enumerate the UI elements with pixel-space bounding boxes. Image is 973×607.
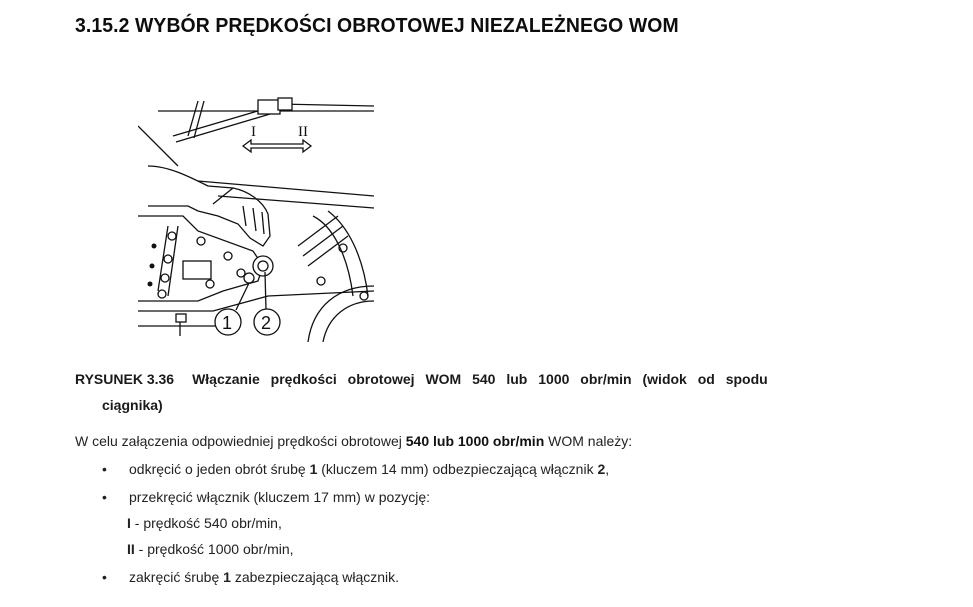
- step-3-text: zakręcić śrubę 1 zabezpieczającą włącznik.: [129, 569, 400, 585]
- step-2-text: przekręcić włącznik (kluczem 17 mm) w pozycję:: [129, 489, 431, 505]
- section-title: 3.15.2 WYBÓR PRĘDKOŚCI OBROTOWEJ NIEZALEŻNEGO WOM: [75, 15, 679, 37]
- figure-caption: [75, 366, 811, 418]
- callout-1: 1: [222, 313, 233, 333]
- callout-2: 2: [261, 313, 272, 333]
- step-1-text: odkręcić o jeden obrót śrubę 1 (kluczem 14 mm) odbezpieczającą włącznik 2,: [129, 461, 610, 477]
- option-I: [127, 515, 282, 531]
- intro-prefix: W celu załączenia odpowiedniej prędkości obrotowej: [75, 433, 406, 449]
- intro-paragraph: [75, 433, 632, 449]
- bullet-icon: •: [102, 489, 107, 505]
- bullet-icon: •: [102, 461, 107, 477]
- intro-suffix: WOM należy:: [544, 433, 633, 449]
- option-II: [127, 541, 294, 557]
- option-I-text: - prędkość 540 obr/min,: [130, 515, 282, 531]
- caption-continued: ciągnika): [102, 397, 163, 413]
- caption-text: Włączanie prędkości obrotowej WOM 540 lub 1000 obr/min (widok od spodu: [192, 371, 768, 387]
- option-I-key: I: [127, 515, 131, 531]
- intro-bold: 540 lub 1000 obr/min: [405, 433, 545, 449]
- figure-illustration: [138, 96, 374, 342]
- option-II-key: II: [127, 541, 135, 557]
- caption-label: RYSUNEK 3.36: [75, 371, 175, 387]
- option-II-text: - prędkość 1000 obr/min,: [134, 541, 294, 557]
- position-II-label: II: [298, 124, 308, 140]
- bullet-icon: •: [102, 569, 107, 585]
- position-I-label: I: [251, 124, 256, 140]
